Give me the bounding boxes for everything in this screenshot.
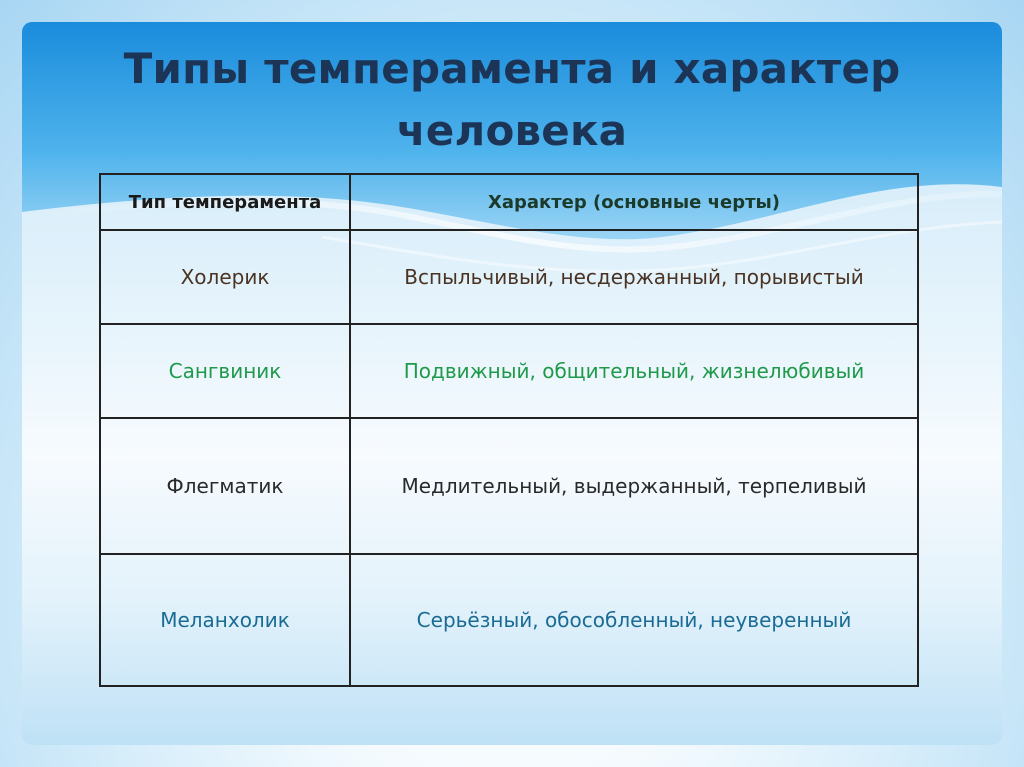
table-row [100, 230, 918, 324]
table-row [100, 418, 918, 554]
cell-character-traits: Медлительный, выдержанный, терпеливый [350, 418, 918, 554]
slide-title: Типы темперамента и характер человека [123, 44, 901, 155]
cell-character-traits: Подвижный, общительный, жизнелюбивый [350, 324, 918, 418]
cell-temperament-type: Флегматик [100, 418, 350, 554]
cell-temperament-type: Холерик [100, 230, 350, 324]
header-temperament-type: Тип темперамента [100, 174, 350, 230]
table-row [100, 324, 918, 418]
cell-character-traits: Вспыльчивый, несдержанный, порывистый [350, 230, 918, 324]
cell-temperament-type: Сангвиник [100, 324, 350, 418]
cell-temperament-type: Меланхолик [100, 554, 350, 686]
table-header-row [100, 174, 918, 230]
temperament-table [99, 173, 919, 687]
cell-character-traits: Серьёзный, обособленный, неуверенный [350, 554, 918, 686]
table-row [100, 554, 918, 686]
header-character-traits: Характер (основные черты) [350, 174, 918, 230]
